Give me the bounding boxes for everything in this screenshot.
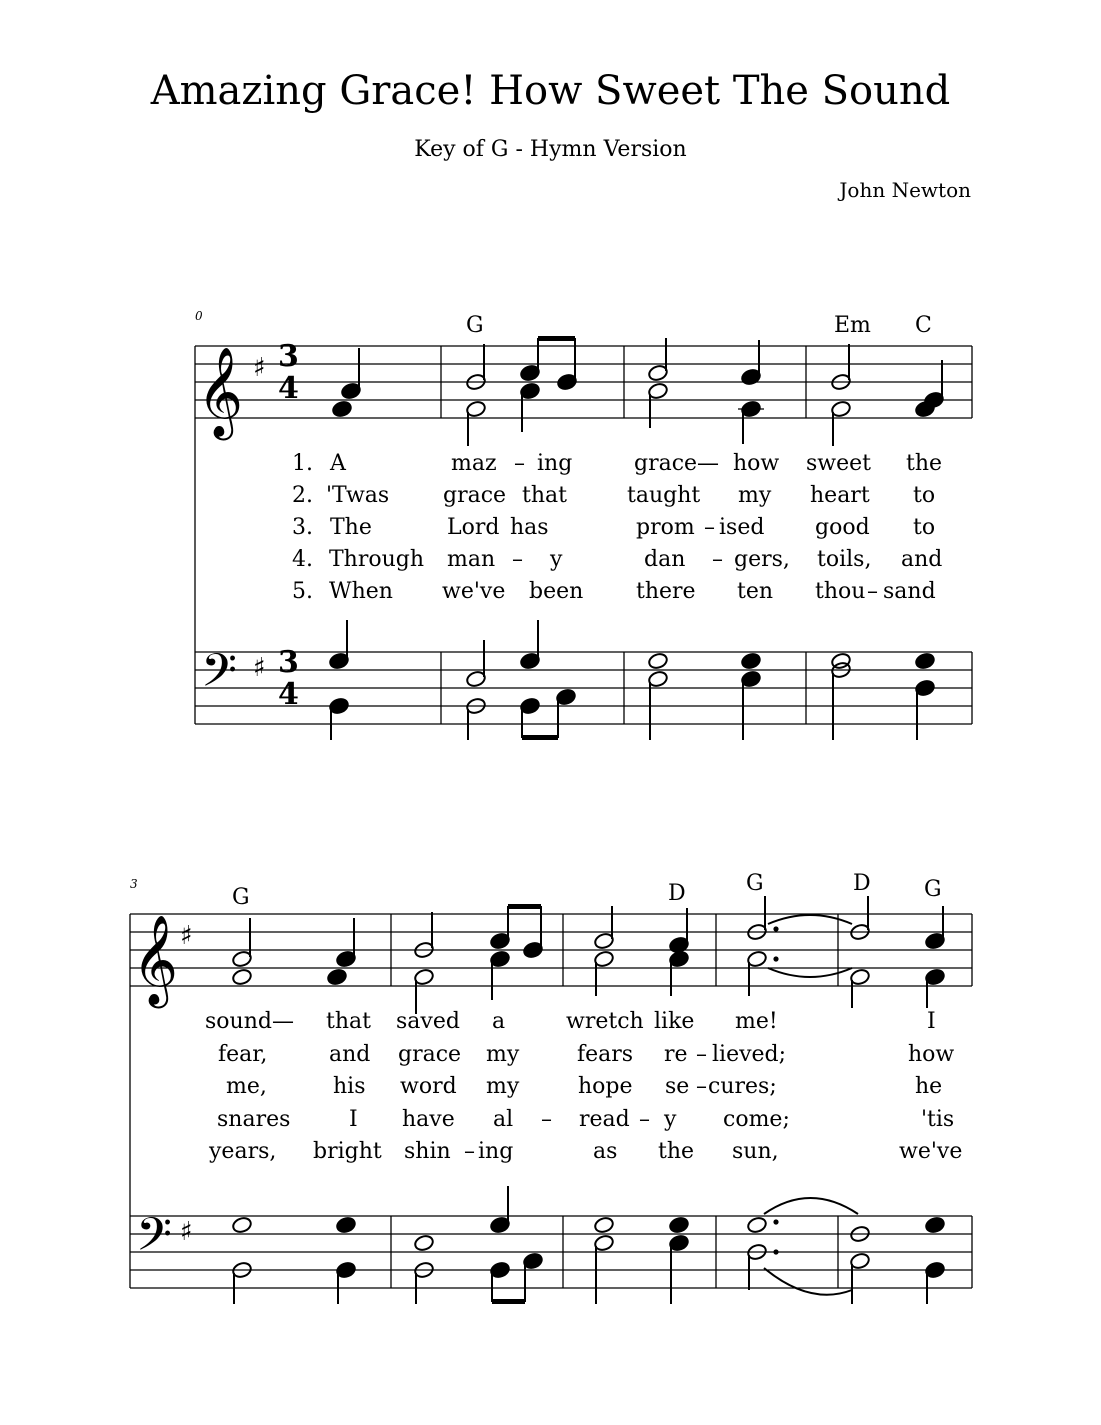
lyric: – <box>639 1107 650 1132</box>
lyric: my <box>486 1042 520 1067</box>
lyric: – <box>541 1107 552 1132</box>
lyric: as <box>593 1139 618 1164</box>
lyric: – <box>696 1074 707 1099</box>
lyric: grace <box>398 1042 462 1067</box>
key-sharp-icon: ♯ <box>253 353 266 383</box>
chord-symbol: G <box>746 871 764 896</box>
lyric: y <box>664 1107 677 1132</box>
lyric: wretch <box>566 1009 644 1034</box>
lyric: 'Twas <box>326 483 390 508</box>
lyric: The <box>330 515 372 540</box>
time-signature-bottom: 4 <box>278 371 299 406</box>
lyric: cures; <box>708 1074 777 1099</box>
time-signature-bottom: 4 <box>278 677 299 712</box>
lyric: a <box>492 1009 506 1034</box>
lyric: grace— <box>634 451 720 476</box>
lyric: fear, <box>218 1042 268 1067</box>
lyric: my <box>486 1074 520 1099</box>
lyric: he <box>915 1074 943 1099</box>
lyric: prom <box>636 515 695 540</box>
lyric: grace <box>443 483 507 508</box>
lyric: have <box>402 1107 455 1132</box>
lyric: read <box>579 1107 630 1132</box>
lyric: my <box>738 483 772 508</box>
lyric: ing <box>478 1139 514 1164</box>
lyric: sweet <box>806 451 872 476</box>
measure-number: 0 <box>195 309 203 323</box>
lyric: Through <box>329 547 425 572</box>
lyrics-system-2 <box>205 1009 962 1164</box>
lyric: 'tis <box>921 1107 955 1132</box>
lyric: heart <box>810 483 870 508</box>
lyric: y <box>550 547 563 572</box>
lyric: that <box>326 1009 371 1034</box>
treble-clef-icon: 𝄞 <box>132 915 179 1005</box>
lyric: sun, <box>732 1139 779 1164</box>
chord-symbol: G <box>924 877 942 902</box>
measure-number: 3 <box>130 877 138 891</box>
lyric: his <box>333 1074 366 1099</box>
lyric: good <box>815 515 870 540</box>
chord-symbol: C <box>915 313 932 338</box>
lyric: 1. <box>292 451 313 476</box>
lyric: sound— <box>205 1009 294 1034</box>
lyric: man <box>447 547 496 572</box>
lyric: gers, <box>734 547 790 572</box>
page-title: Amazing Grace! How Sweet The Sound <box>150 68 951 114</box>
lyric: saved <box>396 1009 460 1034</box>
page-subtitle: Key of G - Hymn Version <box>414 137 687 162</box>
time-signature-top: 3 <box>278 339 299 374</box>
key-sharp-icon: ♯ <box>180 1217 193 1247</box>
lyric: and <box>901 547 943 572</box>
lyric: to <box>913 515 936 540</box>
bass-notes-system-1 <box>328 620 935 740</box>
lyric: been <box>529 579 584 604</box>
lyric: to <box>913 483 936 508</box>
lyric: I <box>349 1107 358 1132</box>
chord-symbol: G <box>232 885 250 910</box>
chord-symbol: D <box>668 881 686 906</box>
lyric: shin <box>404 1139 451 1164</box>
lyric: how <box>733 451 780 476</box>
lyric: how <box>908 1042 955 1067</box>
lyric: maz <box>451 451 497 476</box>
lyric: there <box>636 579 696 604</box>
lyric: Lord <box>447 515 500 540</box>
lyric: the <box>658 1139 695 1164</box>
lyric: bright <box>313 1139 382 1164</box>
lyric: me! <box>735 1009 778 1034</box>
lyric: – <box>712 547 723 572</box>
lyric: – <box>464 1139 475 1164</box>
lyric: ten <box>737 579 774 604</box>
bass-clef-icon: 𝄢 <box>201 644 238 709</box>
lyric: years, <box>209 1139 277 1164</box>
lyric: we've <box>442 579 506 604</box>
lyrics-system-1 <box>292 451 942 604</box>
lyric: 3. <box>292 515 313 540</box>
treble-clef-icon: 𝄞 <box>197 347 244 437</box>
lyric: 4. <box>292 547 313 572</box>
lyric: we've <box>899 1139 963 1164</box>
lyric: that <box>522 483 567 508</box>
lyric: and <box>329 1042 371 1067</box>
lyric: When <box>329 579 393 604</box>
chord-symbol: Em <box>834 313 871 338</box>
chord-symbol: D <box>853 871 871 896</box>
lyric: – <box>514 451 525 476</box>
lyric: A <box>330 451 346 476</box>
lyric: ised <box>719 515 765 540</box>
key-sharp-icon: ♯ <box>180 921 193 951</box>
lyric: lieved; <box>712 1042 787 1067</box>
lyric: sand <box>883 579 936 604</box>
lyric: fears <box>577 1042 634 1067</box>
key-sharp-icon: ♯ <box>253 653 266 683</box>
lyric: – <box>696 1042 707 1067</box>
bass-clef-icon: 𝄢 <box>136 1208 173 1273</box>
treble-notes-system-1 <box>331 336 944 446</box>
lyric: the <box>906 451 943 476</box>
lyric: al <box>493 1107 514 1132</box>
lyric: 2. <box>292 483 313 508</box>
lyric: – <box>704 515 715 540</box>
lyric: – <box>512 547 523 572</box>
lyric: taught <box>627 483 701 508</box>
lyric: se <box>665 1074 690 1099</box>
lyric: hope <box>578 1074 633 1099</box>
lyric: come; <box>723 1107 790 1132</box>
lyric: me, <box>226 1074 267 1099</box>
lyric: – <box>867 579 878 604</box>
lyric: like <box>654 1009 695 1034</box>
lyric: I <box>927 1009 936 1034</box>
lyric: dan <box>644 547 686 572</box>
lyric: snares <box>217 1107 291 1132</box>
composer: John Newton <box>839 178 971 202</box>
lyric: has <box>510 515 549 540</box>
lyric: ing <box>537 451 573 476</box>
lyric: toils, <box>817 547 872 572</box>
lyric: re <box>664 1042 688 1067</box>
time-signature-top: 3 <box>278 645 299 680</box>
lyric: thou <box>815 579 866 604</box>
lyric: word <box>400 1074 457 1099</box>
lyric: 5. <box>292 579 313 604</box>
chord-symbol: G <box>466 313 484 338</box>
